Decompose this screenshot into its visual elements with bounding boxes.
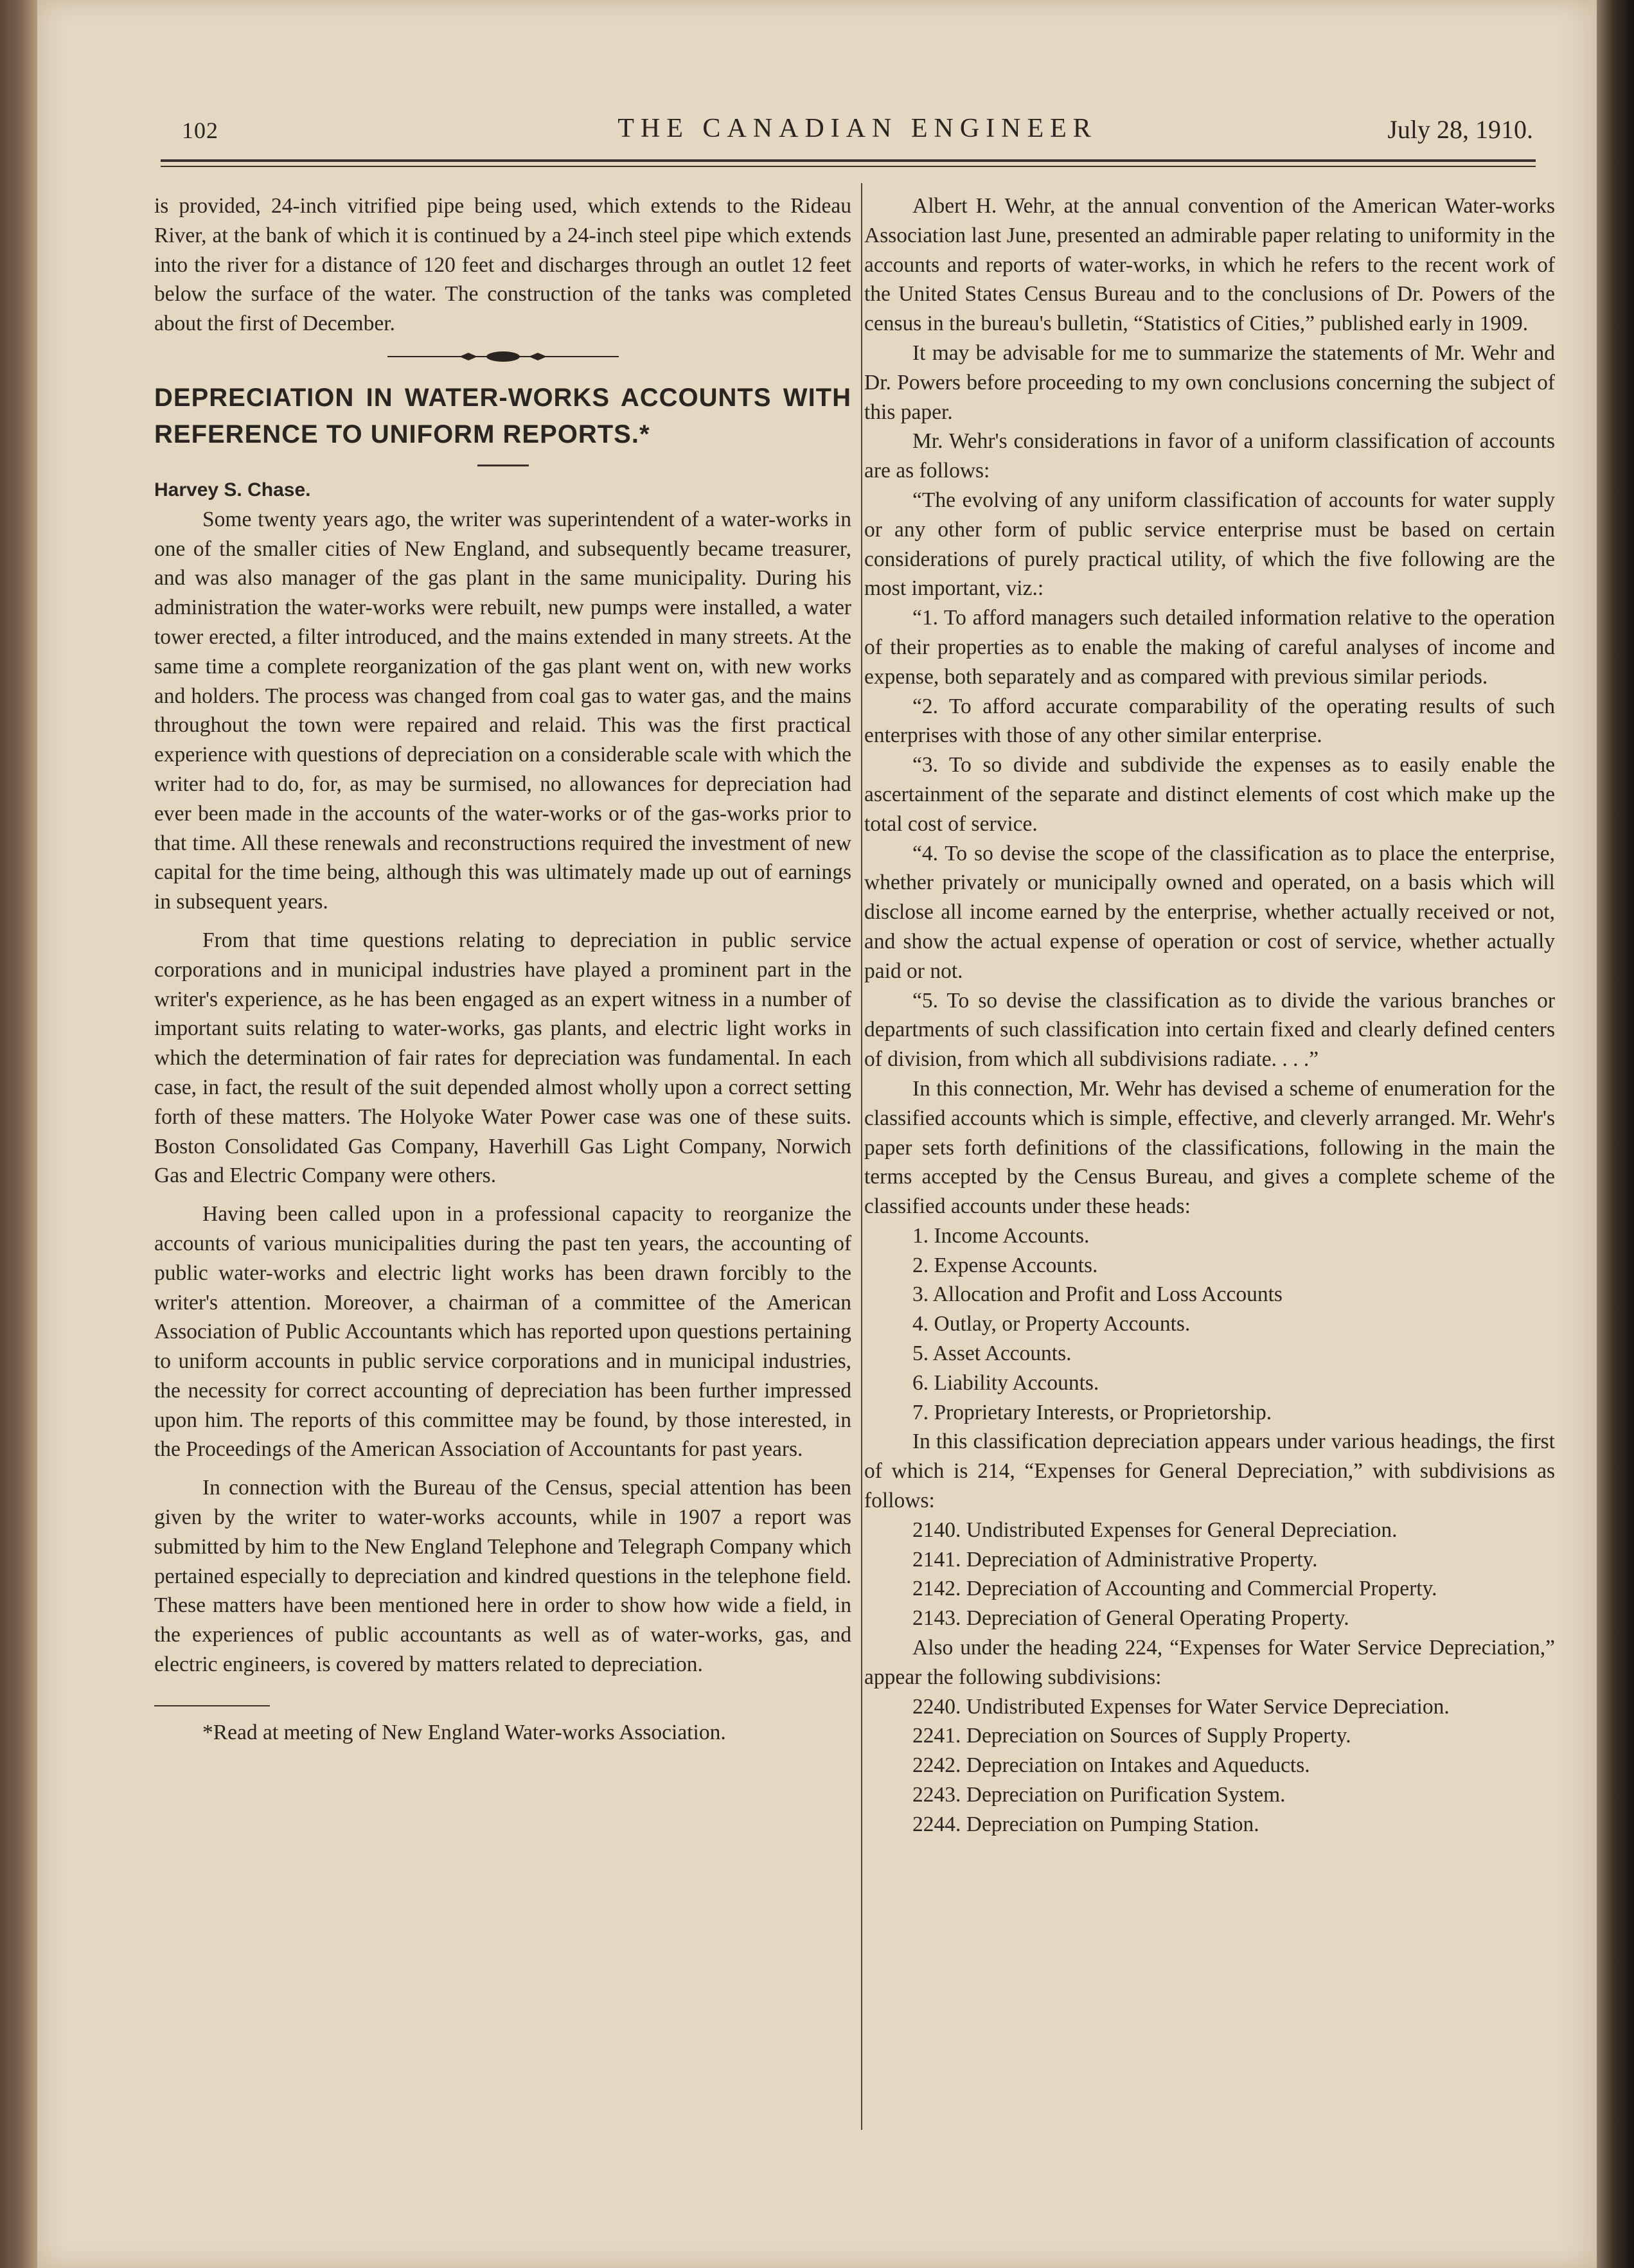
account-head: 6. Liability Accounts.: [912, 1370, 1099, 1395]
article-paragraph: It may be advisable for me to summarize the statements of Mr. Wehr and Dr. Powers before proceeding to my own conclusions concerning the subject of this paper.: [864, 341, 1555, 424]
section-ornament: [387, 350, 619, 363]
article-paragraph: Having been called upon in a professional capacity to reorganize the accounts of various municipalities during the past ten years, the accounting of public water-works and electric light works has been drawn forcibly to the writer's attention. Moreover, a chairman of a committee of the American Association of Public Accountants which has reported upon questions pertaining to uniform accounts in public service corporations and in municipal industries, the necessity for correct accounting of depreciation has been further impressed upon him. The reports of this committee may be found, by those interested, in the Proceedings of the American Association of Accountants for past years.: [154, 1202, 851, 1462]
article-paragraph: Some twenty years ago, the writer was superintendent of a water-works in one of the smaller cities of New England, and subsequently became treasurer, and was also manager of the gas plant in the same municipality. During his administration the water-works were rebuilt, new pumps were installed, a water tower erected, a filter introduced, and the mains extended in many streets. At the same time a complete reorganization of the gas plant went on, with new works and holders. The process was changed from coal gas to water gas, and the mains throughout the town were repaired and relaid. This was the first practical experience with questions of depreciation on a considerable scale with which the writer had to do, for, as may be surmised, no allowances for depreciation had ever been made in the accounts of the water-works or of the gas-works prior to that time. All these renewals and reconstructions required the investment of new capital for the time being, although this was ultimately made up out of earnings in subsequent years.: [154, 507, 851, 914]
article-paragraph: Albert H. Wehr, at the annual convention of the American Water-works Association last June, presented an admirable paper relating to uniformity in the accounts and reports of water-works, in which he refers to the recent work of the United States Census Bureau and to the conclusions of Dr. Powers of the census in the bureau's bulletin, “Statistics of Cities,” published early in 1909.: [864, 194, 1555, 336]
subdivision-item: 2142. Depreciation of Accounting and Commercial Property.: [912, 1577, 1437, 1601]
column-divider: [861, 183, 862, 2130]
account-head: 5. Asset Accounts.: [912, 1342, 1072, 1366]
right-column: [864, 191, 1555, 1839]
article-paragraph: From that time questions relating to depreciation in public service corporations and in municipal industries have played a prominent part in the writer's experience, as he has been engaged as an expert witness in a number of important suits relating to water-works, gas plants, and electric light works in which the determination of fair rates for depreciation was fundamental. In each case, in fact, the result of the suit depended almost wholly upon a correct setting forth of these matters. The Holyoke Water Power case was one of these suits. Boston Consolidated Gas Company, Haverhill Gas Light Company, Norwich Gas and Electric Company were others.: [154, 928, 851, 1188]
subdivision-item: 2242. Depreciation on Intakes and Aqueducts.: [912, 1753, 1310, 1778]
author-byline: Harvey S. Chase.: [154, 479, 311, 501]
left-page-edge: [0, 0, 37, 2268]
issue-date: July 28, 1910.: [1387, 115, 1533, 144]
article-paragraph: In this classification depreciation appears under various headings, the first of which is 214, “Expenses for General Depreciation,” with subdivisions as follows:: [864, 1430, 1555, 1513]
quote-item: “3. To so divide and subdivide the expenses as to easily enable the ascertainment of the separate and distinct elements of cost which make up the total cost of service.: [864, 753, 1555, 836]
account-head: 1. Income Accounts.: [912, 1223, 1090, 1248]
left-column: [154, 191, 851, 1748]
page-number: 102: [182, 118, 218, 143]
article-paragraph: Mr. Wehr's considerations in favor of a uniform classification of accounts are as follows:: [864, 429, 1555, 483]
quote-item: “4. To so devise the scope of the classification as to place the enterprise, whether privately or municipally owned and operated, on a basis which will disclose all income earned by the enterprise, whether actually received or not, and show the actual expense of operation or cost of service, whether actually paid or not.: [864, 841, 1555, 983]
header-rule-thin: [161, 166, 1536, 167]
header-rule-thick: [161, 159, 1536, 162]
running-header: [182, 113, 1533, 152]
subdivision-item: 2240. Undistributed Expenses for Water Service Depreciation.: [912, 1694, 1450, 1719]
subdivision-item: 2243. Depreciation on Purification System.: [912, 1783, 1286, 1807]
journal-title: THE CANADIAN ENGINEER: [617, 114, 1097, 143]
continued-paragraph: is provided, 24-inch vitrified pipe being used, which extends to the Rideau River, at the bank of which it is continued by a 24-inch steel pipe which extends into the river for a distance of 120 feet and discharges through an outlet 12 feet below the surface of the water. The construction of the tanks was completed about the first of December.: [154, 194, 851, 336]
subdivision-item: 2244. Depreciation on Pumping Station.: [912, 1812, 1259, 1836]
subdivision-item: 2143. Depreciation of General Operating Property.: [912, 1606, 1349, 1631]
subdivision-item: 2140. Undistributed Expenses for General Depreciation.: [912, 1518, 1398, 1542]
account-head: 2. Expense Accounts.: [912, 1253, 1098, 1277]
article-paragraph: In this connection, Mr. Wehr has devised a scheme of enumeration for the classified accounts which is simple, effective, and cleverly arranged. Mr. Wehr's paper sets forth definitions of the classifications, following in the main the terms accepted by the Census Bureau, and gives a complete scheme of the classified accounts under these heads:: [864, 1076, 1555, 1219]
footnote-rule: [154, 1705, 270, 1706]
article-title: DEPRECIATION IN WATER-WORKS ACCOUNTS WITH REFERENCE TO UNIFORM REPORTS.*: [154, 383, 851, 448]
quote-item: “1. To afford managers such detailed information relative to the operation of their properties as to enable the making of careful analyses of income and expense, both separately and as compared with previous similar periods.: [864, 606, 1555, 689]
account-head: 4. Outlay, or Property Accounts.: [912, 1312, 1191, 1336]
subdivision-item: 2241. Depreciation on Sources of Supply Property.: [912, 1724, 1351, 1748]
quote-item: “5. To so devise the classification as to divide the various branches or departments of such classification into certain fixed and clearly defined centers of division, from which all subdivisions radiate. . . .”: [864, 988, 1555, 1072]
title-rule: [477, 465, 529, 466]
article-paragraph: In connection with the Bureau of the Census, special attention has been given by the writer to water-works accounts, while in 1907 a report was submitted by him to the New England Telephone and Telegraph Company which pertained especially to depreciation and kindred questions in the telephone field. These matters have been mentioned here in order to show how wide a field, in the experiences of public accountants as well as of water-works, gas, and electric engineers, is covered by matters related to depreciation.: [154, 1476, 851, 1677]
binding-shadow: [1597, 0, 1634, 2268]
account-head: 3. Allocation and Profit and Loss Accounts: [912, 1282, 1283, 1307]
account-head: 7. Proprietary Interests, or Proprietorship.: [912, 1400, 1272, 1424]
quote-item: “2. To afford accurate comparability of the operating results of such enterprises with those of any other similar enterprise.: [864, 694, 1555, 748]
quote-paragraph: “The evolving of any uniform classification of accounts for water supply or any other form of public service enterprise must be based on certain considerations of purely practical utility, of which the five following are the most important, viz.:: [864, 488, 1555, 601]
footnote: *Read at meeting of New England Water-works Association.: [202, 1720, 726, 1744]
subdivision-item: 2141. Depreciation of Administrative Property.: [912, 1547, 1318, 1572]
article-paragraph: Also under the heading 224, “Expenses for Water Service Depreciation,” appear the following subdivisions:: [864, 1636, 1555, 1689]
